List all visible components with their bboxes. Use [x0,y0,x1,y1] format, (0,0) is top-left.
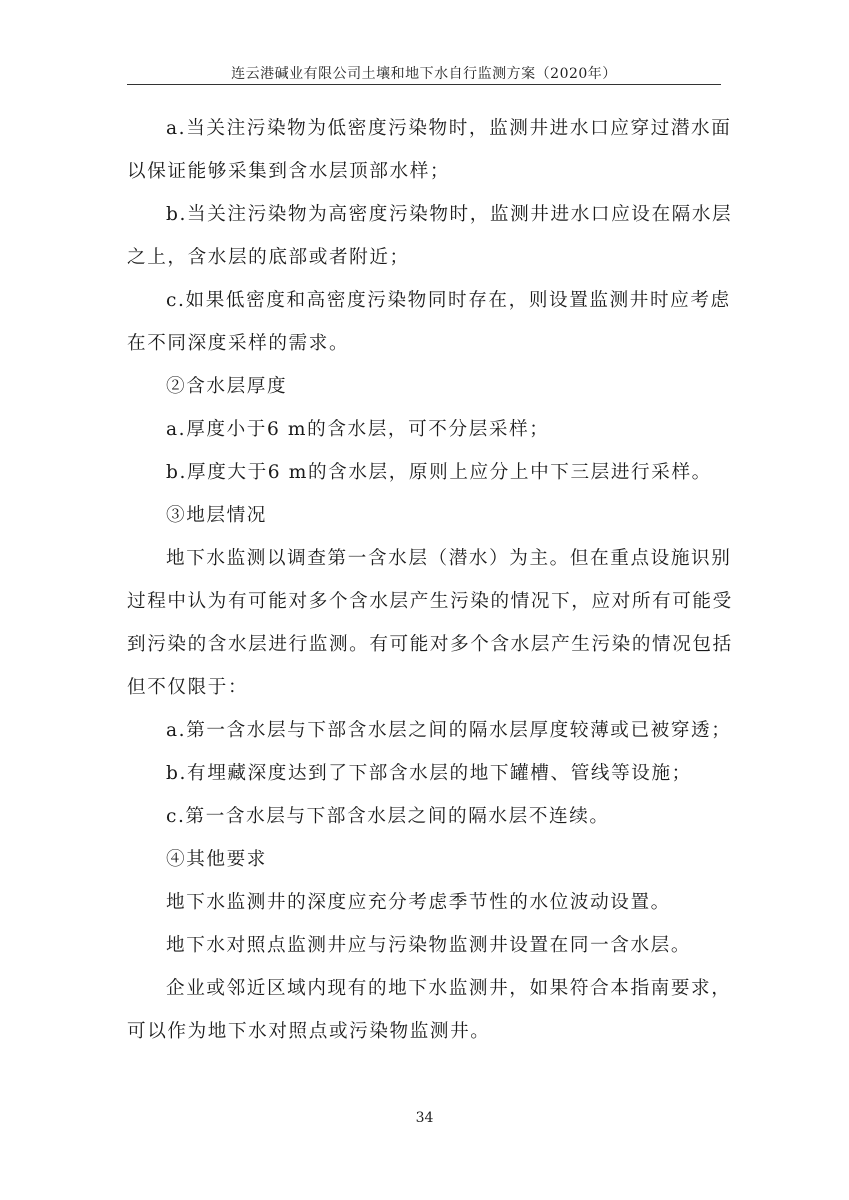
paragraph-line: 过程中认为有可能对多个含水层产生污染的情况下，应对所有可能受 [127,591,733,612]
paragraph-line: 以保证能够采集到含水层顶部水样； [127,161,451,182]
paragraph-line: c.如果低密度和高密度污染物同时存在，则设置监测井时应考虑 [166,290,731,311]
paragraph-line: 地下水监测井的深度应充分考虑季节性的水位波动设置。 [166,892,671,913]
paragraph-line: c.第一含水层与下部含水层之间的隔水层不连续。 [166,806,610,827]
body-text [127,107,733,1053]
paragraph-line: 可以作为地下水对照点或污染物监测井。 [127,1021,491,1042]
running-header: 连云港碱业有限公司土壤和地下水自行监测方案（2020年） [231,66,617,82]
paragraph-line: b.有埋藏深度达到了下部含水层的地下罐槽、管线等设施； [166,763,692,784]
section-heading: ④其他要求 [166,849,267,870]
paragraph-line: 之上，含水层的底部或者附近； [127,247,410,268]
paragraph-line: b.厚度大于6 m的含水层，原则上应分上中下三层进行采样。 [166,462,712,483]
paragraph-line: a.第一含水层与下部含水层之间的隔水层厚度较薄或已被穿透； [166,720,732,741]
section-heading: ③地层情况 [166,505,267,526]
paragraph-line: 地下水监测以调查第一含水层（潜水）为主。但在重点设施识别 [166,548,732,569]
paragraph-line: a.当关注污染物为低密度污染物时，监测井进水口应穿过潜水面 [166,118,732,139]
paragraph-line: b.当关注污染物为高密度污染物时，监测井进水口应设在隔水层 [166,204,733,225]
page-number: 34 [415,1110,434,1126]
paragraph-line: 企业或邻近区域内现有的地下水监测井，如果符合本指南要求， [166,978,732,999]
paragraph-line: 地下水对照点监测井应与污染物监测井设置在同一含水层。 [166,935,692,956]
header-rule [127,84,721,85]
paragraph-line: a.厚度小于6 m的含水层，可不分层采样； [166,419,550,440]
section-heading: ②含水层厚度 [166,376,288,397]
paragraph-line: 到污染的含水层进行监测。有可能对多个含水层产生污染的情况包括 [127,634,733,655]
paragraph-line: 在不同深度采样的需求。 [127,333,350,354]
paragraph-line: 但不仅限于： [127,677,249,698]
